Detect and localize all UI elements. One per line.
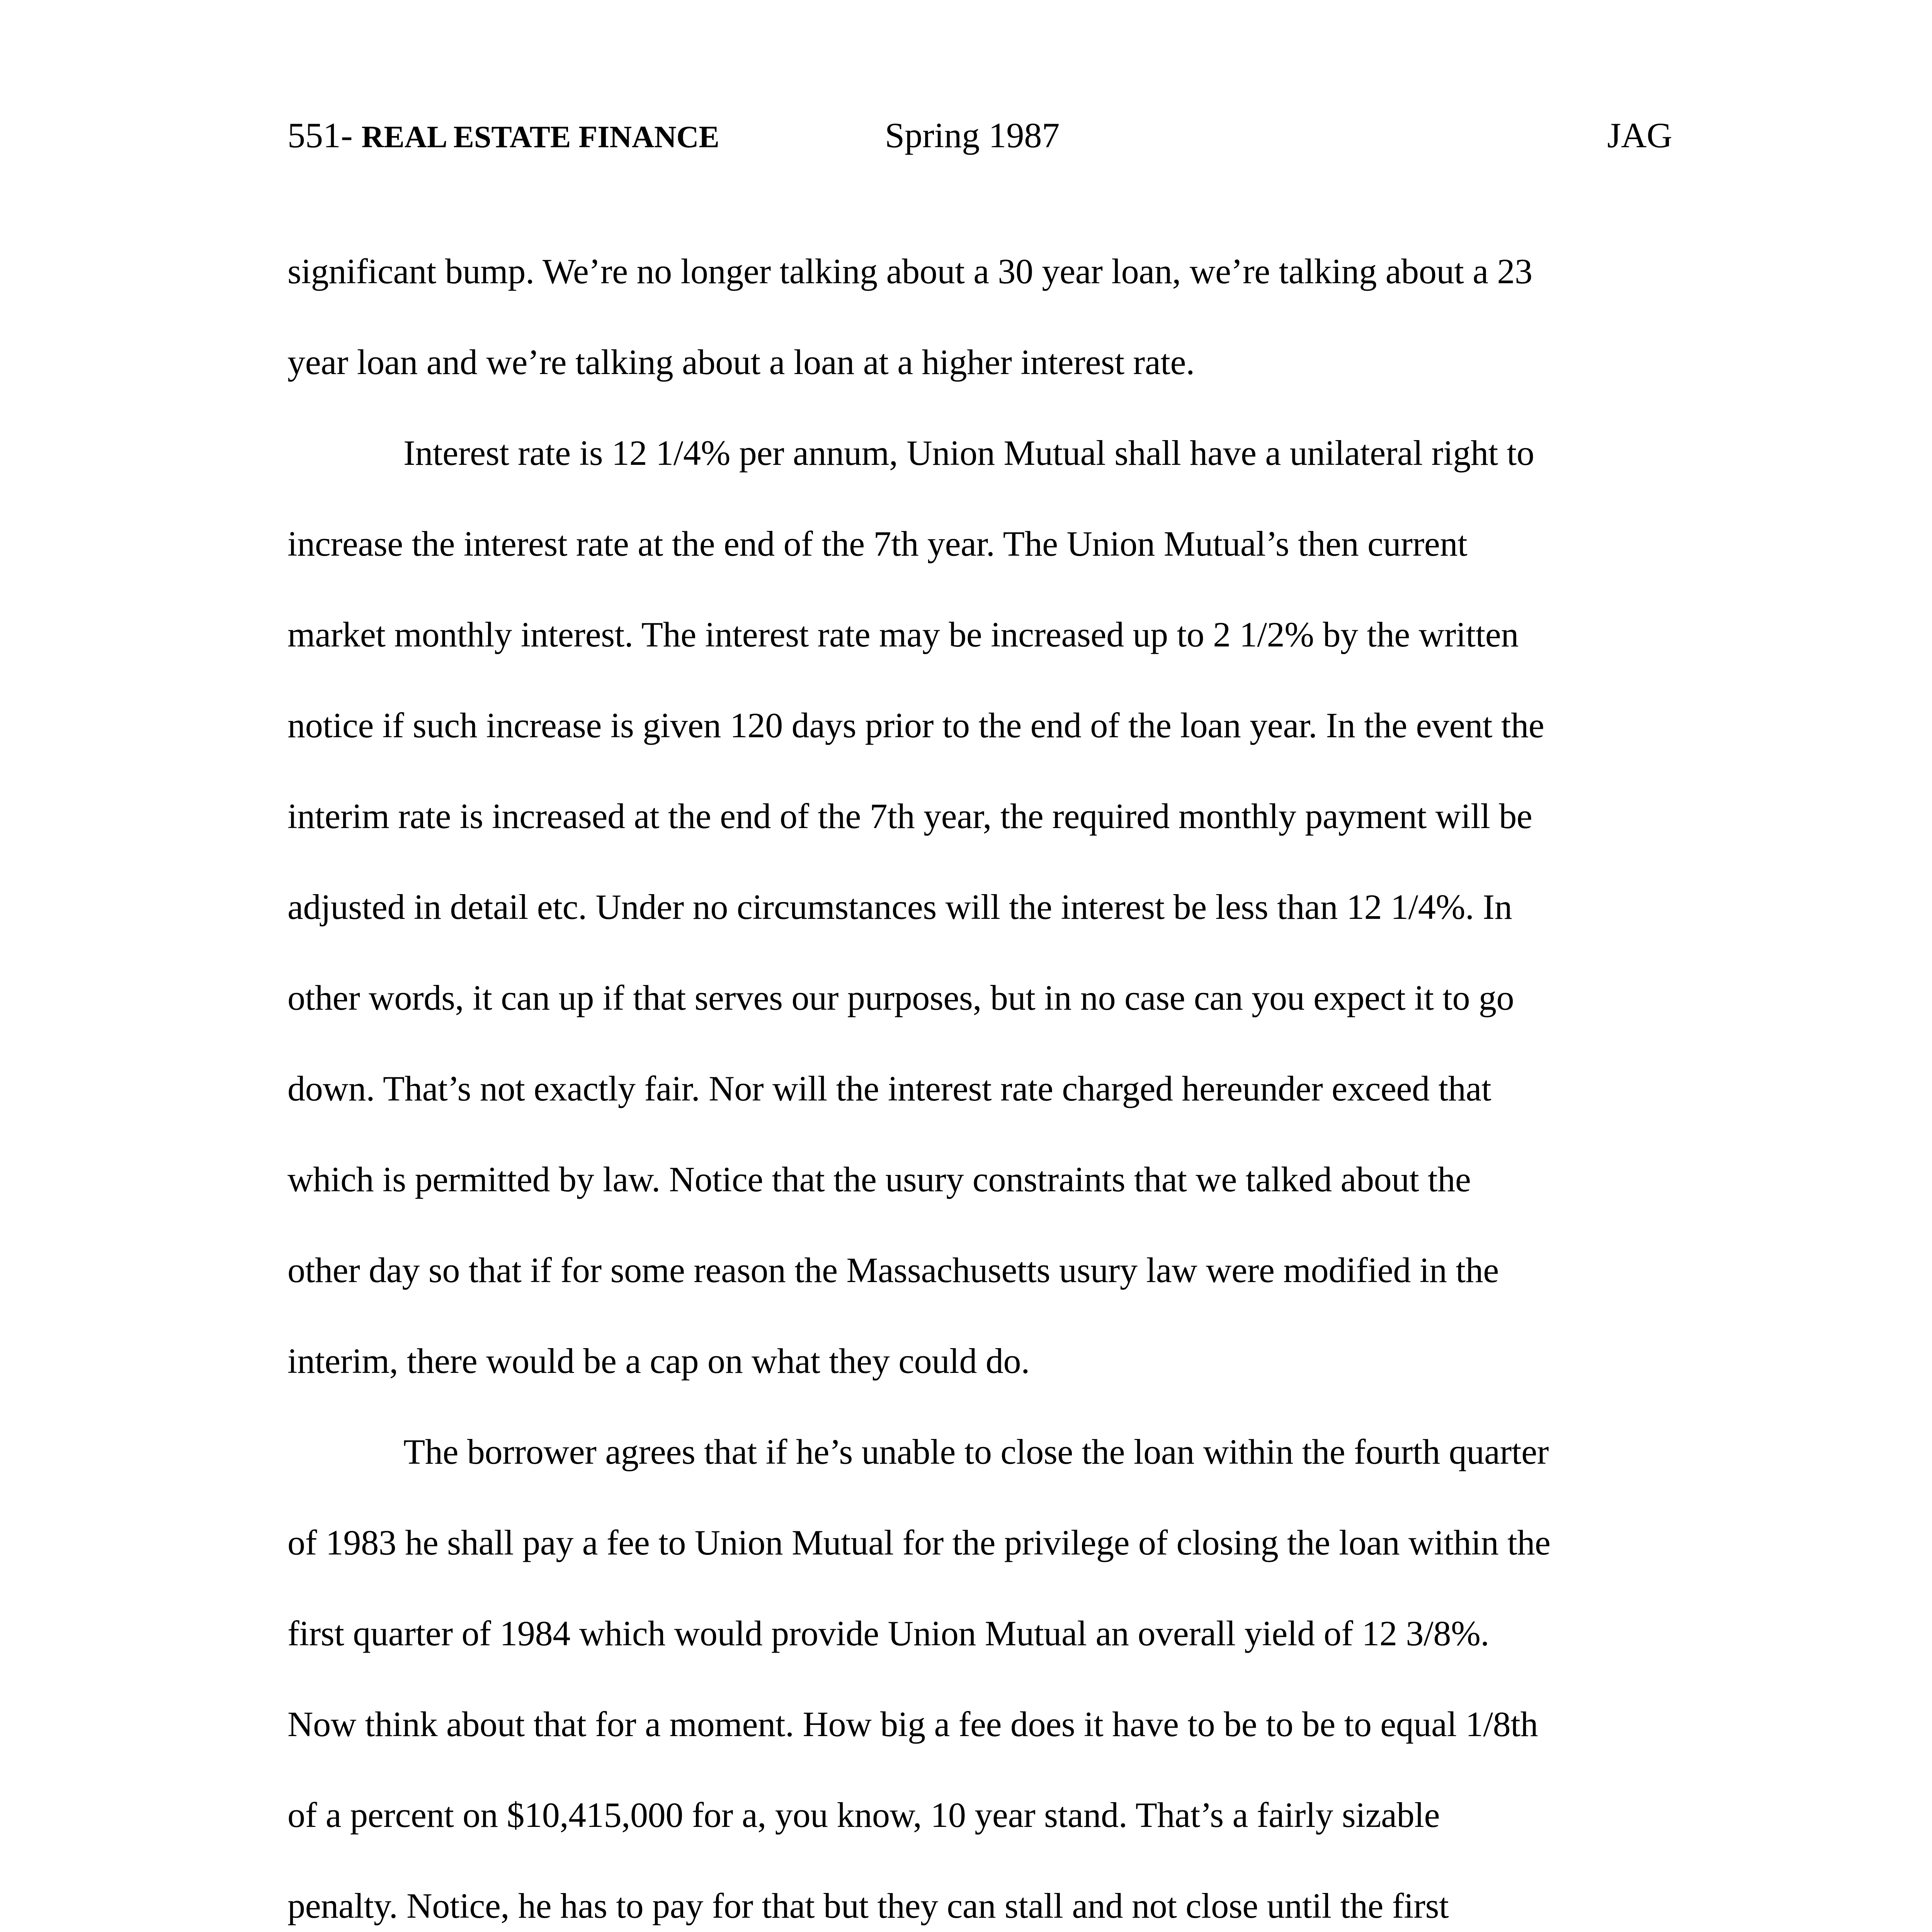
text-line: which is permitted by law. Notice that the usury constraints that we talked about the (287, 1160, 1471, 1199)
text-line: of 1983 he shall pay a fee to Union Mutual for the privilege of closing the loan within the (287, 1523, 1551, 1562)
text-line: down. That’s not exactly fair. Nor will the interest rate charged hereunder exceed that (287, 1069, 1492, 1108)
text-line: Now think about that for a moment. How big a fee does it have to be to be to equal 1/8th (287, 1704, 1538, 1744)
text-line: interim rate is increased at the end of the 7th year, the required monthly payment will be (287, 796, 1532, 836)
paragraph-start-line: The borrower agrees that if he’s unable to close the loan within the fourth quarter (403, 1432, 1549, 1471)
term-label: Spring 1987 (885, 116, 1060, 155)
text-line: other day so that if for some reason the Massachusetts usury law were modified in the (287, 1250, 1499, 1290)
text-line: adjusted in detail etc. Under no circumstances will the interest be less than 12 1/4%. In (287, 887, 1512, 927)
paragraph-start-line: Interest rate is 12 1/4% per annum, Union Mutual shall have a unilateral right to (403, 433, 1534, 473)
text-line: other words, it can up if that serves our purposes, but in no case can you expect it to go (287, 978, 1514, 1017)
author-initials: JAG (1607, 116, 1672, 155)
text-line: first quarter of 1984 which would provide Union Mutual an overall yield of 12 3/8%. (287, 1614, 1490, 1653)
text-line: year loan and we’re talking about a loan at a higher interest rate. (287, 342, 1195, 382)
text-line: penalty. Notice, he has to pay for that but they can stall and not close until the first (287, 1886, 1449, 1925)
page-header (287, 112, 1672, 158)
text-line: significant bump. We’re no longer talking about a 30 year loan, we’re talking about a 23 (287, 252, 1532, 291)
text-line: notice if such increase is given 120 days prior to the end of the loan year. In the event the (287, 706, 1544, 745)
course-label (287, 112, 719, 160)
text-line: increase the interest rate at the end of the 7th year. The Union Mutual’s then current (287, 524, 1468, 563)
document-body (287, 226, 1679, 1932)
text-line: of a percent on $10,415,000 for a, you know, 10 year stand. That’s a fairly sizable (287, 1795, 1440, 1835)
course-number: 551- (287, 116, 353, 155)
text-line: market monthly interest. The interest rate may be increased up to 2 1/2% by the written (287, 615, 1519, 654)
course-title: REAL ESTATE FINANCE (361, 120, 719, 154)
text-line: interim, there would be a cap on what they could do. (287, 1341, 1030, 1381)
